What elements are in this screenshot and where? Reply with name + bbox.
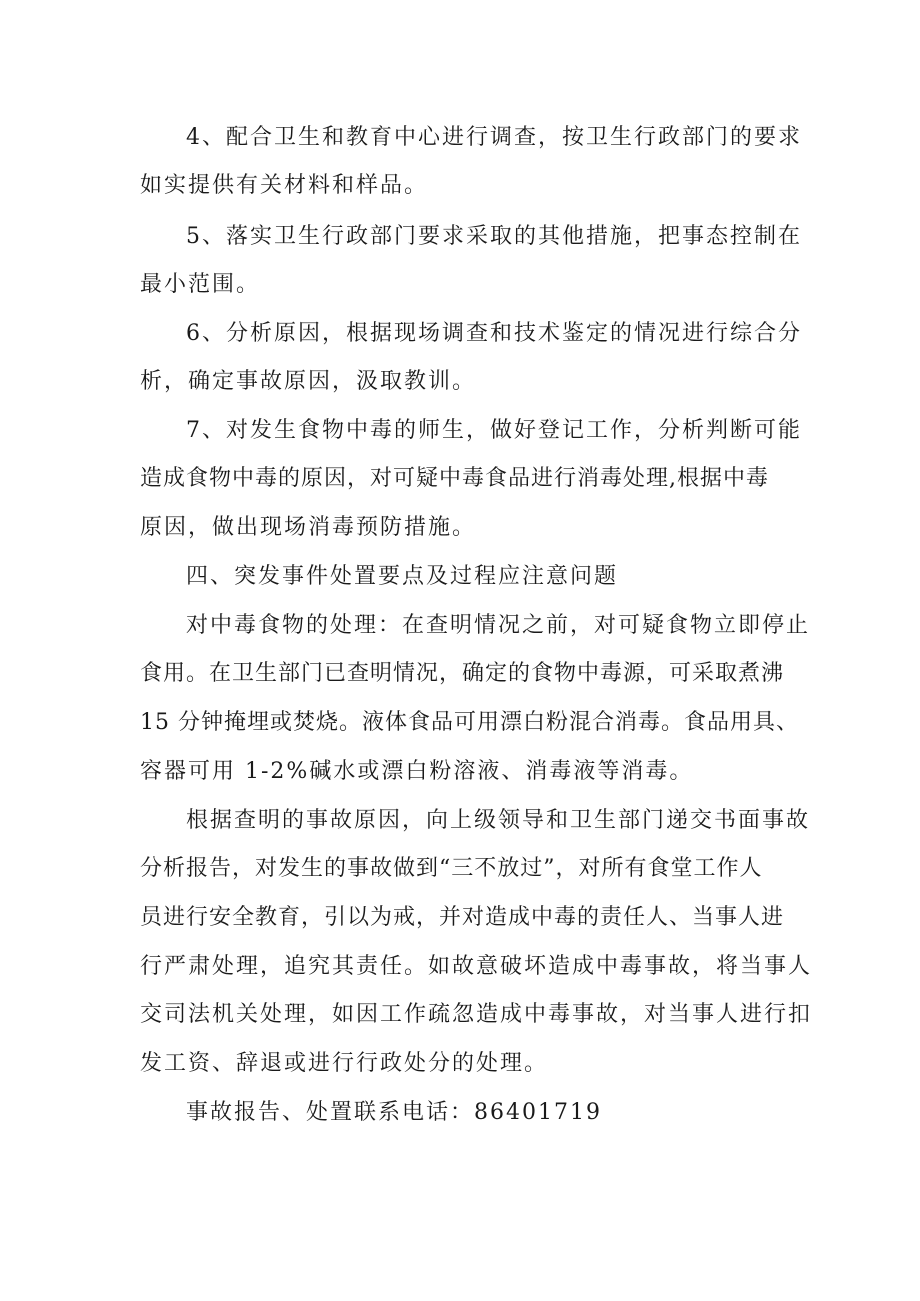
report-paragraph-line-5: 交司法机关处理，如因工作疏忽造成中毒事故，对当事人进行扣 — [140, 1002, 813, 1027]
report-paragraph-line-6: 发工资、辞退或进行行政处分的处理。 — [140, 1051, 549, 1076]
item-4-line-2: 如实提供有关材料和样品。 — [140, 173, 429, 198]
item-4-line-1: 4、配合卫生和教育中心进行调查，按卫生行政部门的要求 — [186, 125, 802, 150]
contact-phone-line: 事故报告、处置联系电话：86401719 — [186, 1100, 602, 1125]
section-4-heading: 四、突发事件处置要点及过程应注意问题 — [186, 564, 619, 589]
item-6-line-2: 析，确定事故原因，汲取教训。 — [140, 369, 477, 394]
item-5-line-1: 5、落实卫生行政部门要求采取的其他措施，把事态控制在 — [186, 224, 802, 249]
food-paragraph-line-2: 食用。在卫生部门已查明情况，确定的食物中毒源，可采取煮沸 — [140, 661, 785, 686]
item-5-line-2: 最小范围。 — [140, 272, 261, 297]
report-paragraph-line-3: 员进行安全教育，引以为戒，并对造成中毒的责任人、当事人进 — [140, 905, 785, 930]
item-7-line-3: 原因，做出现场消毒预防措施。 — [140, 515, 477, 540]
item-6-line-1: 6、分析原因，根据现场调查和技术鉴定的情况进行综合分 — [186, 321, 802, 346]
item-7-line-2: 造成食物中毒的原因，对可疑中毒食品进行消毒处理,根据中毒 — [140, 466, 769, 491]
food-paragraph-line-3: 15 分钟掩埋或焚烧。液体食品可用漂白粉混合消毒。食品用具、 — [140, 710, 799, 735]
food-paragraph-line-4: 容器可用 1-2%碱水或漂白粉溶液、消毒液等消毒。 — [140, 759, 694, 784]
item-7-line-1: 7、对发生食物中毒的师生，做好登记工作，分析判断可能 — [186, 418, 802, 443]
food-paragraph-line-1: 对中毒食物的处理：在查明情况之前，对可疑食物立即停止 — [186, 613, 811, 638]
report-paragraph-line-2: 分析报告，对发生的事故做到“三不放过”，对所有食堂工作人 — [140, 856, 763, 881]
report-paragraph-line-1: 根据查明的事故原因，向上级领导和卫生部门递交书面事故 — [186, 808, 811, 833]
report-paragraph-line-4: 行严肃处理，追究其责任。如故意破坏造成中毒事故，将当事人 — [140, 954, 813, 979]
